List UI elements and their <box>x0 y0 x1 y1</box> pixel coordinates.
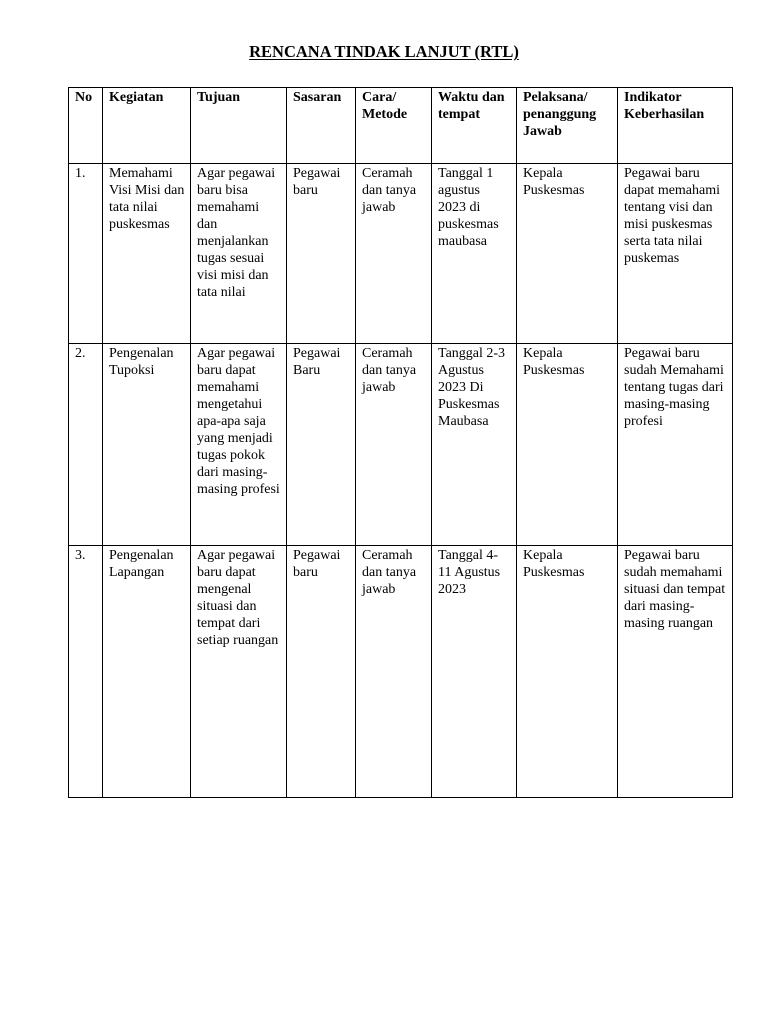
page-title: RENCANA TINDAK LANJUT (RTL) <box>249 42 519 61</box>
cell-pelaksana: Kepala Puskesmas <box>517 344 618 546</box>
cell-waktu-tempat: Tanggal 2-3 Agustus 2023 Di Puskesmas Maubasa <box>432 344 517 546</box>
cell-indikator: Pegawai baru dapat memahami tentang visi dan misi puskesmas serta tata nilai puskemas <box>618 164 733 344</box>
cell-cara-metode: Ceramah dan tanya jawab <box>356 546 432 798</box>
cell-tujuan: Agar pegawai baru dapat mengenal situasi dan tempat dari setiap ruangan <box>191 546 287 798</box>
table-header-row <box>69 88 733 164</box>
cell-waktu-tempat: Tanggal 4-11 Agustus 2023 <box>432 546 517 798</box>
cell-no: 3. <box>69 546 103 798</box>
table-row <box>69 344 733 546</box>
cell-no: 2. <box>69 344 103 546</box>
header-sasaran: Sasaran <box>287 88 356 164</box>
cell-sasaran: Pegawai Baru <box>287 344 356 546</box>
header-tujuan: Tujuan <box>191 88 287 164</box>
cell-kegiatan: Pengenalan Tupoksi <box>103 344 191 546</box>
header-kegiatan: Kegiatan <box>103 88 191 164</box>
cell-sasaran: Pegawai baru <box>287 164 356 344</box>
header-cara-metode: Cara/ Metode <box>356 88 432 164</box>
header-indikator: Indikator Keberhasilan <box>618 88 733 164</box>
cell-waktu-tempat: Tanggal 1 agustus 2023 di puskesmas maubasa <box>432 164 517 344</box>
cell-cara-metode: Ceramah dan tanya jawab <box>356 164 432 344</box>
cell-indikator: Pegawai baru sudah memahami situasi dan tempat dari masing-masing ruangan <box>618 546 733 798</box>
cell-indikator: Pegawai baru sudah Memahami tentang tugas dari masing-masing profesi <box>618 344 733 546</box>
table-row <box>69 164 733 344</box>
table-row <box>69 546 733 798</box>
header-no: No <box>69 88 103 164</box>
cell-pelaksana: Kepala Puskesmas <box>517 546 618 798</box>
header-waktu-tempat: Waktu dan tempat <box>432 88 517 164</box>
rtl-table <box>68 87 733 798</box>
cell-kegiatan: Pengenalan Lapangan <box>103 546 191 798</box>
cell-kegiatan: Memahami Visi Misi dan tata nilai puskesmas <box>103 164 191 344</box>
cell-tujuan: Agar pegawai baru bisa memahami dan menjalankan tugas sesuai visi misi dan tata nilai <box>191 164 287 344</box>
cell-tujuan: Agar pegawai baru dapat memahami mengetahui apa-apa saja yang menjadi tugas pokok dari masing-masing profesi <box>191 344 287 546</box>
cell-sasaran: Pegawai baru <box>287 546 356 798</box>
cell-cara-metode: Ceramah dan tanya jawab <box>356 344 432 546</box>
cell-pelaksana: Kepala Puskesmas <box>517 164 618 344</box>
header-pelaksana: Pelaksana/ penanggung Jawab <box>517 88 618 164</box>
cell-no: 1. <box>69 164 103 344</box>
